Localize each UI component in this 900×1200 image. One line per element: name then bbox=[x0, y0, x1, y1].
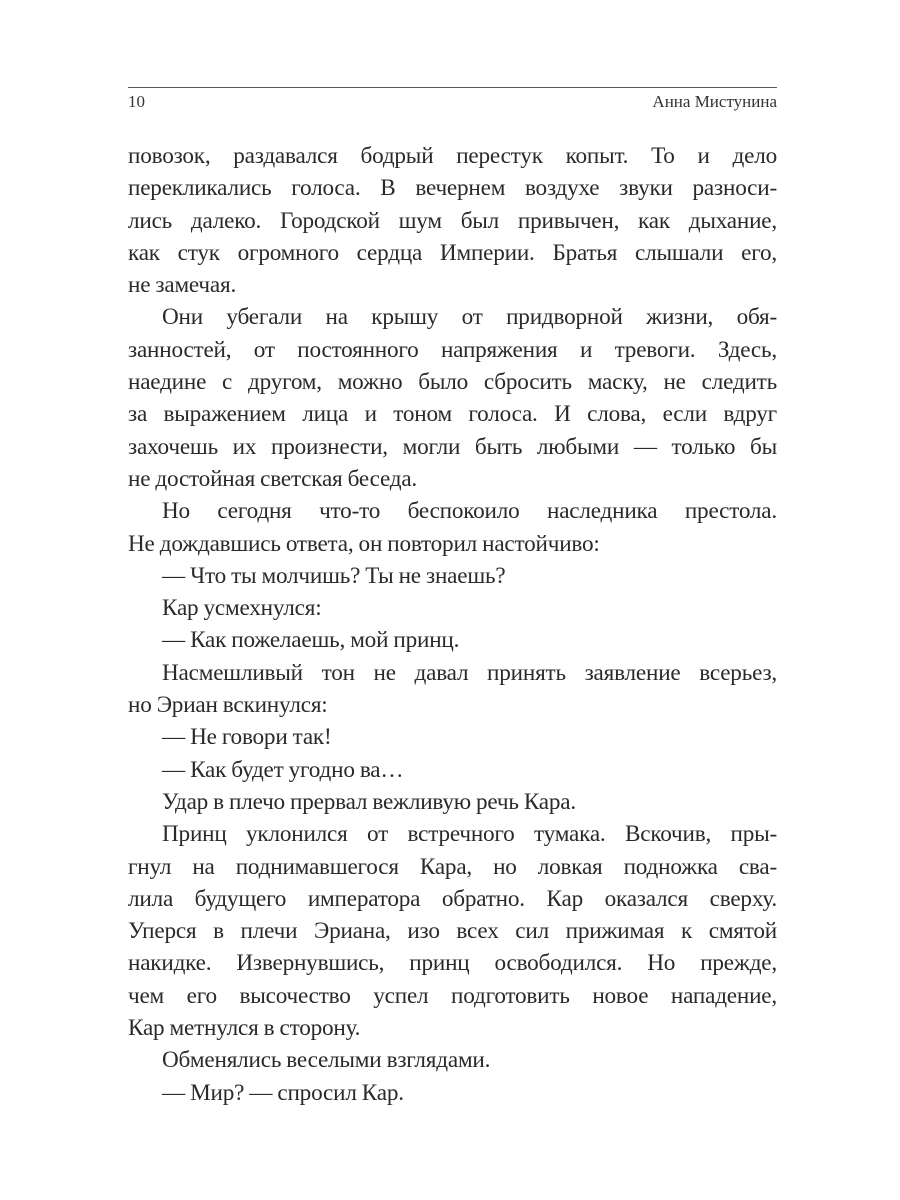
text-line: Они убегали на крышу от придворной жизни, обя- bbox=[162, 304, 777, 331]
header-rule bbox=[128, 87, 777, 88]
paragraph bbox=[128, 754, 777, 786]
text-line: лила будущего императора обратно. Кар оказался сверху. bbox=[128, 885, 777, 912]
text-line: Но сегодня что-то беспокоило наследника престола. bbox=[162, 498, 777, 525]
text-line: повозок, раздавался бодрый перестук копыт. То и дело bbox=[128, 143, 777, 169]
text-line: перекликались голоса. В вечернем воздухе звуки разноси- bbox=[128, 175, 777, 202]
text-line: за выражением лица и тоном голоса. И слова, если вдруг bbox=[128, 401, 777, 428]
paragraph bbox=[128, 1077, 777, 1109]
text-line: Кар метнулся в сторону. bbox=[128, 1015, 361, 1042]
text-line: Уперся в плечи Эриана, изо всех сил прижимая к смятой bbox=[128, 918, 777, 945]
text-line: Обменялись веселыми взглядами. bbox=[162, 1047, 491, 1074]
text-line: — Как пожелаешь, мой принц. bbox=[162, 627, 460, 654]
paragraph bbox=[128, 786, 777, 818]
paragraph bbox=[128, 140, 777, 301]
text-line: — Что ты молчишь? Ты не знаешь? bbox=[162, 562, 506, 589]
text-line: Принц уклонился от встречного тумака. Вскочив, пры- bbox=[162, 821, 777, 848]
paragraph bbox=[128, 560, 777, 592]
running-head bbox=[128, 91, 777, 115]
text-line: чем его высочество успел подготовить новое нападение, bbox=[128, 982, 777, 1009]
paragraph bbox=[128, 495, 777, 560]
text-line: — Не говори так! bbox=[162, 724, 332, 751]
body-text bbox=[128, 140, 777, 1109]
text-line: лись далеко. Городской шум был привычен, как дыхание, bbox=[128, 207, 777, 234]
text-line: Насмешливый тон не давал принять заявление всерьез, bbox=[162, 659, 777, 686]
paragraph bbox=[128, 592, 777, 624]
text-line: Не дождавшись ответа, он повторил настойчиво: bbox=[128, 530, 600, 557]
text-line: захочешь их произнести, могли быть любыми — только бы bbox=[128, 433, 777, 460]
text-line: занностей, от постоянного напряжения и тревоги. Здесь, bbox=[128, 336, 777, 363]
text-line: накидке. Извернувшись, принц освободился. Но прежде, bbox=[128, 950, 777, 977]
page-number: 10 bbox=[128, 92, 145, 111]
text-line: как стук огромного сердца Империи. Братья слышали его, bbox=[128, 239, 777, 266]
text-line: гнул на поднимавшегося Кара, но ловкая подножка сва- bbox=[128, 853, 777, 880]
paragraph bbox=[128, 1044, 777, 1076]
author-name: Анна Мистунина bbox=[652, 92, 777, 111]
paragraph bbox=[128, 301, 777, 495]
text-line: — Как будет угодно ва… bbox=[162, 756, 404, 783]
text-line: но Эриан вскинулся: bbox=[128, 692, 328, 719]
text-line: — Мир? — спросил Кар. bbox=[162, 1079, 404, 1106]
paragraph bbox=[128, 721, 777, 753]
paragraph bbox=[128, 657, 777, 722]
text-line: не достойная светская беседа. bbox=[128, 465, 418, 492]
paragraph bbox=[128, 818, 777, 1044]
paragraph bbox=[128, 624, 777, 656]
text-line: Кар усмехнулся: bbox=[162, 595, 322, 622]
text-line: наедине с другом, можно было сбросить маску, не следить bbox=[128, 369, 777, 396]
text-line: не замечая. bbox=[128, 272, 237, 299]
text-line: Удар в плечо прервал вежливую речь Кара. bbox=[162, 788, 576, 815]
